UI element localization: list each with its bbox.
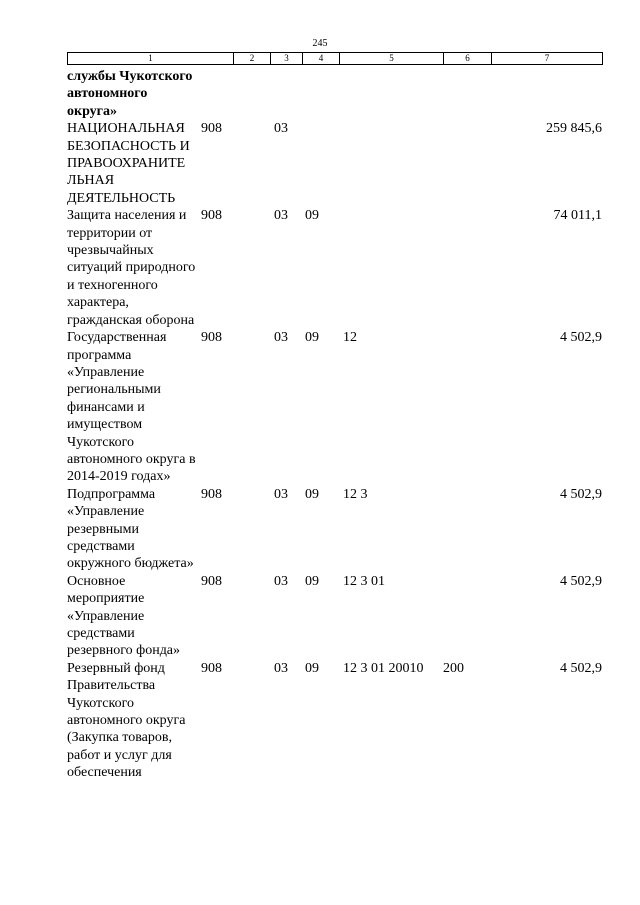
amount: 259 845,6 <box>546 121 602 137</box>
table-row <box>67 120 602 207</box>
table-row <box>67 329 602 486</box>
column-header-2: 2 <box>234 53 271 65</box>
ministry-code: 908 <box>201 330 222 346</box>
column-header-4: 4 <box>303 53 340 65</box>
ministry-code: 908 <box>201 208 222 224</box>
ministry-code: 908 <box>201 573 222 589</box>
ministry-code: 908 <box>201 486 222 502</box>
amount: 74 011,1 <box>553 208 602 224</box>
target-article-code: 12 3 01 20010 <box>343 660 424 676</box>
expense-type-code: 200 <box>443 660 464 676</box>
amount: 4 502,9 <box>560 660 602 676</box>
section-code: 03 <box>274 660 288 676</box>
target-article-code: 12 3 <box>343 486 368 502</box>
table-row <box>67 68 602 120</box>
section-code: 03 <box>274 121 288 137</box>
section-code: 03 <box>274 486 288 502</box>
table-row <box>67 207 602 329</box>
column-header-5: 5 <box>340 53 444 65</box>
column-header-row <box>67 52 603 65</box>
subsection-code: 09 <box>305 573 319 589</box>
column-header-6: 6 <box>444 53 492 65</box>
table-row <box>67 573 602 660</box>
table-row <box>67 486 602 573</box>
amount: 4 502,9 <box>560 573 602 589</box>
subsection-code: 09 <box>305 330 319 346</box>
section-code: 03 <box>274 573 288 589</box>
subsection-code: 09 <box>305 660 319 676</box>
subsection-code: 09 <box>305 486 319 502</box>
target-article-code: 12 3 01 <box>343 573 385 589</box>
row-name: НАЦИОНАЛЬНАЯ БЕЗОПАСНОСТЬ И ПРАВООХРАНИТЕ ЛЬНАЯ ДЕЯТЕЛЬНОСТЬ <box>67 121 190 206</box>
column-header-3: 3 <box>271 53 303 65</box>
column-header-1: 1 <box>68 53 234 65</box>
row-name: Основное мероприятие «Управление средствами резервного фонда» <box>67 573 181 659</box>
page-number: 245 <box>312 38 328 49</box>
amount: 4 502,9 <box>560 330 602 346</box>
section-code: 03 <box>274 208 288 224</box>
row-name: Защита населения и территории от чрезвычайных ситуаций природного и техногенного характера, гражданская оборона <box>67 208 196 328</box>
ministry-code: 908 <box>201 121 222 137</box>
section-code: 03 <box>274 330 288 346</box>
row-name: службы Чукотского автономного округа» <box>67 69 193 119</box>
row-name: Резервный фонд Правительства Чукотского автономного округа (Закупка товаров, работ и услуг для обеспечения <box>67 660 186 781</box>
row-name: Подпрограмма «Управление резервными средствами окружного бюджета» <box>67 486 194 572</box>
subsection-code: 09 <box>305 208 319 224</box>
table-row <box>67 660 602 782</box>
amount: 4 502,9 <box>560 486 602 502</box>
row-name: Государственная программа «Управление региональными финансами и имуществом Чукотского автономного округа в 2014-2019 годах» <box>67 330 196 485</box>
budget-table-body <box>67 68 602 782</box>
column-header-7: 7 <box>492 53 603 65</box>
target-article-code: 12 <box>343 330 357 346</box>
ministry-code: 908 <box>201 660 222 676</box>
